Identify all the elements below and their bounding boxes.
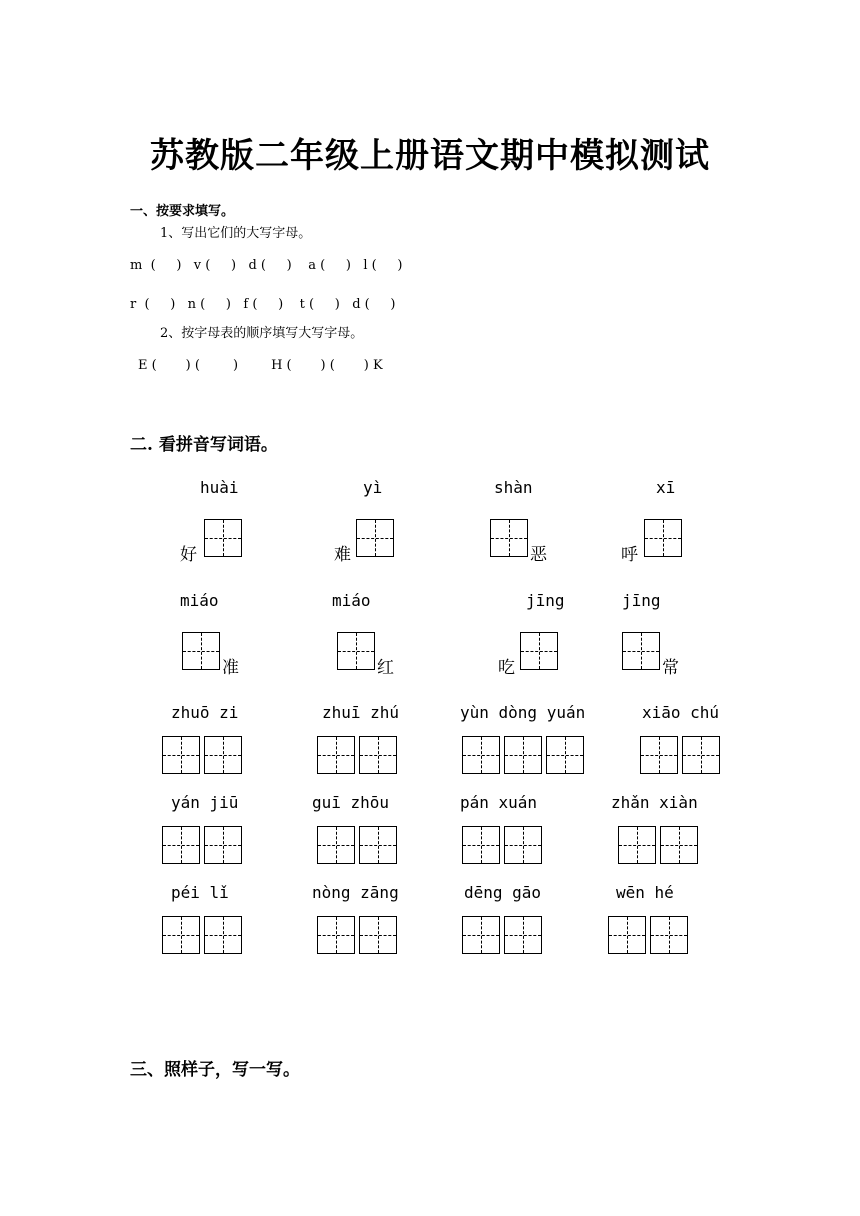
question2-prompt: 2、按字母表的顺序填写大写字母。 <box>160 326 364 341</box>
writing-box[interactable] <box>504 826 542 864</box>
fill-row-1: m ( ) v ( ) d ( ) a ( ) l ( ) <box>130 258 403 273</box>
character: 常 <box>662 658 679 678</box>
writing-box[interactable] <box>546 736 584 774</box>
pinyin-label: jīng <box>526 591 565 610</box>
fill-row-3: E ( ) ( ) H ( ) ( ) K <box>138 358 383 373</box>
pinyin-label: yùn dòng yuán <box>460 703 586 722</box>
writing-box[interactable] <box>644 519 682 557</box>
writing-box[interactable] <box>504 736 542 774</box>
writing-box[interactable] <box>204 736 242 774</box>
writing-box[interactable] <box>162 826 200 864</box>
writing-box[interactable] <box>359 826 397 864</box>
writing-box[interactable] <box>317 736 355 774</box>
pinyin-label: jīng <box>622 591 661 610</box>
writing-box[interactable] <box>462 826 500 864</box>
writing-box[interactable] <box>640 736 678 774</box>
writing-box[interactable] <box>204 826 242 864</box>
section2-heading: 二. 看拼音写词语。 <box>130 435 278 455</box>
pinyin-label: xiāo chú <box>642 703 720 722</box>
writing-box[interactable] <box>622 632 660 670</box>
writing-box[interactable] <box>204 916 242 954</box>
section1-heading: 一、按要求填写。 <box>130 204 235 219</box>
character: 好 <box>180 545 197 565</box>
pinyin-label: péi lǐ <box>171 883 229 902</box>
pinyin-label: yì <box>363 478 383 497</box>
pinyin-label: zhuī zhú <box>322 703 400 722</box>
pinyin-label: zhuō zi <box>171 703 239 722</box>
pinyin-label: pán xuán <box>460 793 538 812</box>
writing-box[interactable] <box>504 916 542 954</box>
pinyin-label: xī <box>656 478 676 497</box>
writing-box[interactable] <box>462 736 500 774</box>
writing-box[interactable] <box>204 519 242 557</box>
writing-box[interactable] <box>660 826 698 864</box>
question1-prompt: 1、写出它们的大写字母。 <box>160 226 312 241</box>
writing-box[interactable] <box>162 736 200 774</box>
character: 红 <box>377 658 394 678</box>
pinyin-label: shàn <box>494 478 533 497</box>
character: 难 <box>334 545 351 565</box>
fill-row-2: r ( ) n ( ) f ( ) t ( ) d ( ) <box>130 297 396 312</box>
character: 恶 <box>530 545 547 565</box>
writing-box[interactable] <box>359 916 397 954</box>
writing-box[interactable] <box>337 632 375 670</box>
pinyin-label: dēng gāo <box>464 883 542 902</box>
writing-box[interactable] <box>317 916 355 954</box>
writing-box[interactable] <box>682 736 720 774</box>
writing-box[interactable] <box>162 916 200 954</box>
pinyin-label: guī zhōu <box>312 793 390 812</box>
pinyin-label: huài <box>200 478 239 497</box>
character: 呼 <box>621 545 638 565</box>
writing-box[interactable] <box>650 916 688 954</box>
page-title: 苏教版二年级上册语文期中模拟测试 <box>150 136 710 176</box>
section3-heading: 三、照样子，写一写。 <box>130 1060 300 1080</box>
character: 准 <box>222 658 239 678</box>
writing-box[interactable] <box>608 916 646 954</box>
character: 吃 <box>498 658 515 678</box>
pinyin-label: yán jiū <box>171 793 239 812</box>
writing-box[interactable] <box>317 826 355 864</box>
writing-box[interactable] <box>618 826 656 864</box>
pinyin-label: wēn hé <box>616 883 674 902</box>
pinyin-label: nòng zāng <box>312 883 399 902</box>
pinyin-label: miáo <box>180 591 219 610</box>
pinyin-label: miáo <box>332 591 371 610</box>
writing-box[interactable] <box>359 736 397 774</box>
writing-box[interactable] <box>182 632 220 670</box>
writing-box[interactable] <box>462 916 500 954</box>
pinyin-label: zhǎn xiàn <box>611 793 698 812</box>
writing-box[interactable] <box>356 519 394 557</box>
writing-box[interactable] <box>520 632 558 670</box>
writing-box[interactable] <box>490 519 528 557</box>
